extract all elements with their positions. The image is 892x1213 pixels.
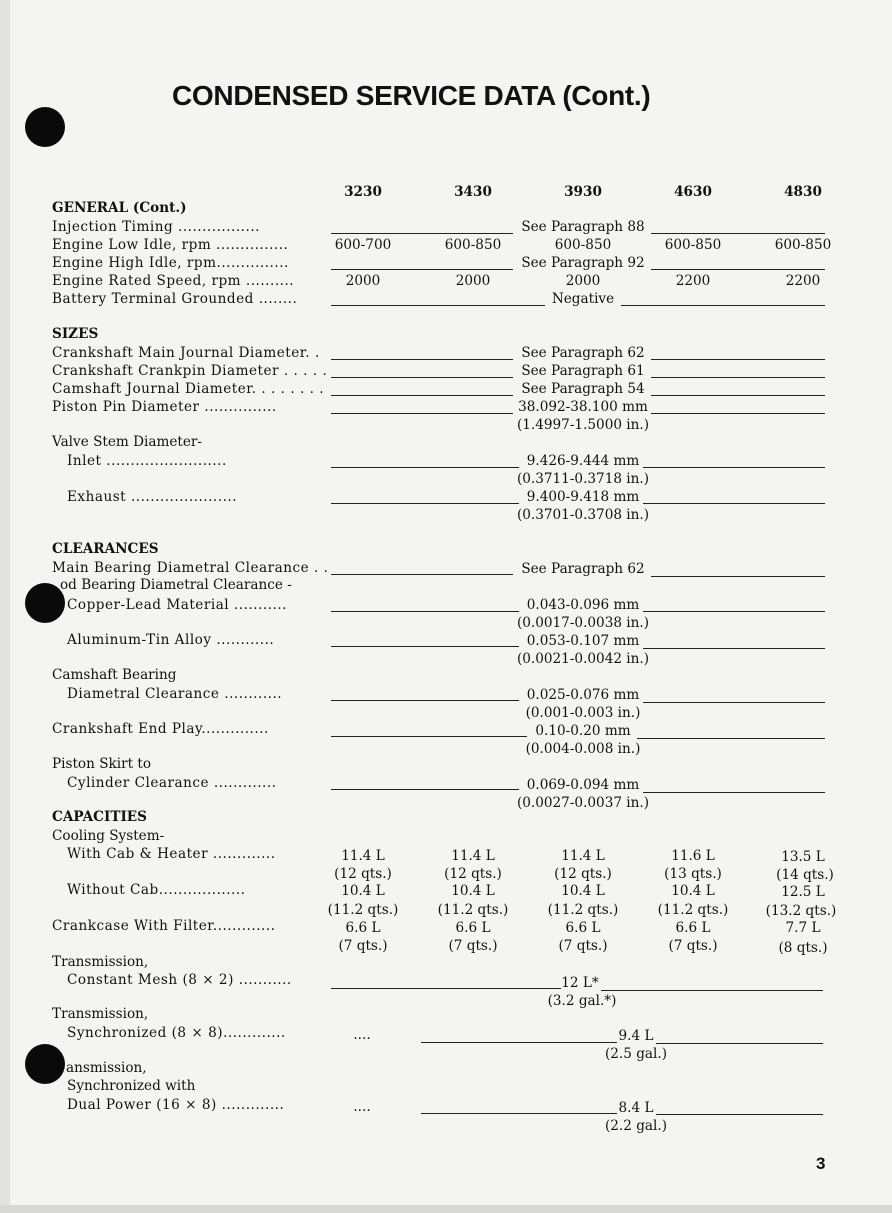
leader-line bbox=[421, 1042, 617, 1043]
row-value: See Paragraph 62 bbox=[521, 561, 645, 577]
leader-line bbox=[651, 576, 825, 577]
row-value: 9.4 L bbox=[618, 1028, 654, 1044]
cell-value-secondary: (7 qts.) bbox=[448, 938, 498, 954]
cell-value: 2200 bbox=[785, 273, 821, 289]
row-label: ansmission, bbox=[66, 1060, 147, 1076]
row-label: Synchronized (8 × 8)............. bbox=[67, 1025, 286, 1041]
row-label: Copper-Lead Material ........... bbox=[67, 597, 288, 613]
cell-value: 2000 bbox=[565, 273, 601, 289]
row-label: Engine High Idle, rpm............... bbox=[52, 255, 289, 271]
cell-value: 13.5 L bbox=[781, 849, 825, 865]
leader-line bbox=[656, 1043, 823, 1044]
section-heading-sizes: SIZES bbox=[52, 326, 99, 342]
cell-value: 10.4 L bbox=[451, 883, 495, 899]
leader-line bbox=[331, 395, 513, 396]
row-value: 12 L* bbox=[561, 975, 599, 991]
cell-value: 12.5 L bbox=[781, 884, 825, 900]
row-value: Negative bbox=[551, 291, 615, 307]
leader-line bbox=[656, 1114, 823, 1115]
column-header: 3430 bbox=[454, 184, 492, 200]
leader-line bbox=[601, 990, 823, 991]
punch-hole-icon bbox=[25, 583, 65, 623]
row-label: Crankshaft End Play.............. bbox=[52, 721, 269, 737]
row-value: 0.025-0.076 mm bbox=[526, 687, 640, 703]
row-value: 0.053-0.107 mm bbox=[526, 633, 640, 649]
row-value: 38.092-38.100 mm bbox=[518, 399, 648, 415]
leader-line bbox=[621, 305, 825, 306]
cell-value-secondary: (11.2 qts.) bbox=[437, 902, 509, 918]
row-value-secondary: (0.0021-0.0042 in.) bbox=[516, 651, 650, 667]
cell-value: 11.4 L bbox=[451, 848, 495, 864]
leader-line bbox=[331, 359, 513, 360]
leader-line bbox=[643, 611, 825, 612]
column-header: 3930 bbox=[564, 184, 602, 200]
cell-value: .... bbox=[353, 1027, 371, 1043]
leader-line bbox=[643, 702, 825, 703]
row-label: With Cab & Heater ............. bbox=[67, 846, 276, 862]
row-label: Battery Terminal Grounded ........ bbox=[52, 291, 298, 307]
leader-line bbox=[331, 413, 513, 414]
row-label: Dual Power (16 × 8) ............. bbox=[67, 1097, 285, 1113]
row-value: See Paragraph 92 bbox=[521, 255, 645, 271]
section-heading-capacities: CAPACITIES bbox=[52, 809, 147, 825]
cell-value-secondary: (14 qts.) bbox=[776, 867, 834, 883]
cell-value-secondary: (13 qts.) bbox=[664, 866, 722, 882]
cell-value-secondary: (8 qts.) bbox=[778, 940, 828, 956]
row-value: See Paragraph 88 bbox=[521, 219, 645, 235]
leader-line bbox=[651, 269, 825, 270]
row-value-secondary: (0.0017-0.0038 in.) bbox=[516, 615, 650, 631]
row-label: Cooling System- bbox=[52, 828, 165, 844]
leader-line bbox=[331, 467, 519, 468]
row-label: Crankshaft Crankpin Diameter . . . . . bbox=[52, 363, 328, 379]
row-label: Camshaft Bearing bbox=[52, 667, 177, 683]
cell-value: 600-850 bbox=[664, 237, 722, 253]
row-label: Exhaust ...................... bbox=[67, 489, 238, 505]
column-header: 3230 bbox=[344, 184, 382, 200]
cell-value: 600-850 bbox=[774, 237, 832, 253]
leader-line bbox=[643, 792, 825, 793]
row-value-secondary: (2.5 gal.) bbox=[604, 1046, 668, 1062]
leader-line bbox=[331, 736, 527, 737]
cell-value: .... bbox=[353, 1099, 371, 1115]
leader-line bbox=[331, 377, 513, 378]
row-label: Cylinder Clearance ............. bbox=[67, 775, 277, 791]
row-label: Crankshaft Main Journal Diameter. . bbox=[52, 345, 320, 361]
section-heading-clearances: CLEARANCES bbox=[52, 541, 159, 557]
row-label: Valve Stem Diameter- bbox=[52, 434, 202, 450]
row-label: Aluminum-Tin Alloy ............ bbox=[67, 632, 275, 648]
leader-line bbox=[651, 233, 825, 234]
cell-value-secondary: (13.2 qts.) bbox=[765, 903, 837, 919]
leader-line bbox=[651, 413, 825, 414]
leader-line bbox=[643, 503, 825, 504]
row-value: See Paragraph 54 bbox=[521, 381, 645, 397]
row-value: 8.4 L bbox=[618, 1100, 654, 1116]
page-title: CONDENSED SERVICE DATA (Cont.) bbox=[172, 80, 651, 111]
cell-value: 6.6 L bbox=[675, 920, 711, 936]
row-label: Piston Skirt to bbox=[52, 756, 152, 772]
row-value-secondary: (0.004-0.008 in.) bbox=[525, 741, 641, 757]
cell-value: 2000 bbox=[455, 273, 491, 289]
row-value-secondary: (2.2 gal.) bbox=[604, 1118, 668, 1134]
row-value-secondary: (0.001-0.003 in.) bbox=[525, 705, 641, 721]
row-label: Engine Rated Speed, rpm .......... bbox=[52, 273, 295, 289]
page-edge bbox=[0, 0, 10, 1213]
cell-value-secondary: (7 qts.) bbox=[338, 938, 388, 954]
leader-line bbox=[331, 503, 519, 504]
leader-line bbox=[331, 988, 561, 989]
cell-value: 600-850 bbox=[444, 237, 502, 253]
row-label: Injection Timing ................. bbox=[52, 219, 260, 235]
leader-line bbox=[637, 738, 825, 739]
cell-value: 2200 bbox=[675, 273, 711, 289]
cell-value-secondary: (12 qts.) bbox=[554, 866, 612, 882]
leader-line bbox=[643, 467, 825, 468]
row-label: Engine Low Idle, rpm ............... bbox=[52, 237, 289, 253]
cell-value-secondary: (11.2 qts.) bbox=[657, 902, 729, 918]
row-label: Transmission, bbox=[52, 954, 149, 970]
row-label: Without Cab.................. bbox=[67, 882, 246, 898]
cell-value: 10.4 L bbox=[671, 883, 715, 899]
cell-value-secondary: (11.2 qts.) bbox=[327, 902, 399, 918]
cell-value: 11.6 L bbox=[671, 848, 715, 864]
row-value: 9.400-9.418 mm bbox=[526, 489, 640, 505]
row-label: Inlet ......................... bbox=[67, 453, 227, 469]
cell-value: 6.6 L bbox=[565, 920, 601, 936]
cell-value-secondary: (7 qts.) bbox=[668, 938, 718, 954]
leader-line bbox=[331, 646, 519, 647]
leader-line bbox=[651, 359, 825, 360]
row-value-secondary: (1.4997-1.5000 in.) bbox=[516, 417, 650, 433]
row-value: See Paragraph 62 bbox=[521, 345, 645, 361]
leader-line bbox=[331, 574, 513, 575]
row-value: 0.10-0.20 mm bbox=[535, 723, 631, 739]
column-header: 4630 bbox=[674, 184, 712, 200]
cell-value: 11.4 L bbox=[341, 848, 385, 864]
cell-value-secondary: (12 qts.) bbox=[334, 866, 392, 882]
row-label: Constant Mesh (8 × 2) ........... bbox=[67, 972, 292, 988]
row-label: od Bearing Diametral Clearance - bbox=[60, 577, 292, 593]
leader-line bbox=[331, 789, 519, 790]
leader-line bbox=[331, 700, 519, 701]
leader-line bbox=[651, 395, 825, 396]
leader-line bbox=[421, 1113, 617, 1114]
row-label: Transmission, bbox=[52, 1006, 149, 1022]
row-label: Diametral Clearance ............ bbox=[67, 686, 283, 702]
cell-value: 6.6 L bbox=[345, 920, 381, 936]
row-value-secondary: (0.3701-0.3708 in.) bbox=[516, 507, 650, 523]
leader-line bbox=[331, 269, 513, 270]
cell-value: 6.6 L bbox=[455, 920, 491, 936]
cell-value: 10.4 L bbox=[561, 883, 605, 899]
cell-value-secondary: (7 qts.) bbox=[558, 938, 608, 954]
punch-hole-icon bbox=[25, 1044, 65, 1084]
cell-value: 600-700 bbox=[334, 237, 392, 253]
page-number: 3 bbox=[816, 1154, 826, 1173]
row-label: Crankcase With Filter............. bbox=[52, 918, 276, 934]
row-label: Camshaft Journal Diameter. . . . . . . . bbox=[52, 381, 325, 397]
cell-value: 600-850 bbox=[554, 237, 612, 253]
cell-value: 10.4 L bbox=[341, 883, 385, 899]
cell-value-secondary: (11.2 qts.) bbox=[547, 902, 619, 918]
page-bottom-edge bbox=[0, 1205, 892, 1213]
row-value-secondary: (0.3711-0.3718 in.) bbox=[516, 471, 650, 487]
leader-line bbox=[651, 377, 825, 378]
row-value: 0.043-0.096 mm bbox=[526, 597, 640, 613]
row-value: See Paragraph 61 bbox=[521, 363, 645, 379]
punch-hole-icon bbox=[25, 107, 65, 147]
leader-line bbox=[331, 233, 513, 234]
column-header: 4830 bbox=[784, 184, 822, 200]
row-label: Piston Pin Diameter ............... bbox=[52, 399, 277, 415]
leader-line bbox=[331, 305, 545, 306]
leader-line bbox=[643, 648, 825, 649]
cell-value: 7.7 L bbox=[785, 920, 821, 936]
section-heading-general: GENERAL (Cont.) bbox=[52, 200, 187, 216]
row-label: Synchronized with bbox=[67, 1078, 196, 1094]
cell-value-secondary: (12 qts.) bbox=[444, 866, 502, 882]
cell-value: 11.4 L bbox=[561, 848, 605, 864]
row-value: 9.426-9.444 mm bbox=[526, 453, 640, 469]
row-label: Main Bearing Diametral Clearance . . bbox=[52, 560, 329, 576]
leader-line bbox=[331, 611, 519, 612]
row-value-secondary: (0.0027-0.0037 in.) bbox=[516, 795, 650, 811]
row-value-secondary: (3.2 gal.*) bbox=[547, 993, 617, 1009]
row-value: 0.069-0.094 mm bbox=[526, 777, 640, 793]
cell-value: 2000 bbox=[345, 273, 381, 289]
